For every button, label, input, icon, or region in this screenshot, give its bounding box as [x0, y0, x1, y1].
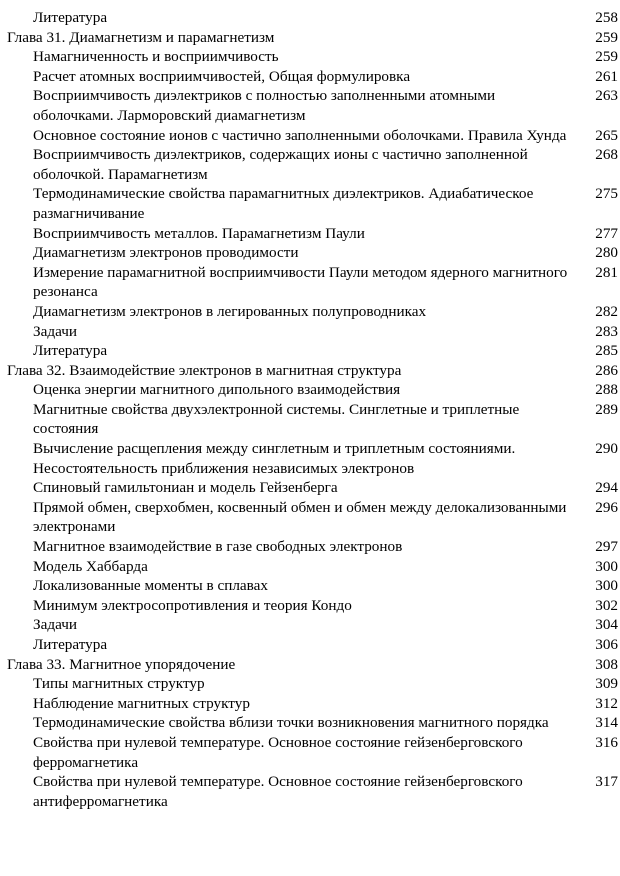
toc-entry-page-number: 300 — [595, 577, 618, 595]
toc-entry-title: Литература — [33, 342, 108, 360]
toc-entry-page-number: 290 — [595, 440, 618, 458]
toc-entry-page-number: 259 — [595, 48, 618, 66]
toc-entry-page-number: 263 — [595, 87, 618, 105]
toc-section-entry — [0, 184, 620, 223]
toc-entry-title: Модель Хаббарда — [33, 557, 148, 575]
toc-entry-title: Локализованные моменты в сплавах — [33, 577, 268, 595]
toc-entry-title: Восприимчивость металлов. Парамагнетизм Паули — [33, 224, 365, 242]
table-of-contents — [0, 8, 620, 811]
toc-chapter-entry — [0, 361, 620, 381]
toc-entry-page-number: 285 — [595, 342, 618, 360]
toc-entry-page-number: 261 — [595, 67, 618, 85]
toc-entry-title: Прямой обмен, сверхобмен, косвенный обмен и обмен между делокализованными электронами — [33, 498, 567, 536]
toc-entry-page-number: 265 — [595, 126, 618, 144]
toc-entry-title: Типы магнитных структур — [33, 675, 205, 693]
toc-entry-title: Свойства при нулевой температуре. Основное состояние гейзенберговского ферромагнетика — [33, 733, 523, 771]
toc-entry-page-number: 268 — [595, 146, 618, 164]
toc-entry-page-number: 277 — [595, 224, 618, 242]
toc-section-entry — [0, 635, 620, 655]
toc-entry-page-number: 306 — [595, 636, 618, 653]
toc-entry-title: Восприимчивость диэлектриков с полностью заполненными атомными оболочками. Ларморовский диамагнетизм — [33, 87, 496, 124]
toc-section-entry — [0, 576, 620, 596]
toc-section-entry — [0, 86, 620, 125]
toc-entry-title: Магнитные свойства двухэлектронной системы. Синглетные и триплетные состояния — [33, 400, 520, 438]
toc-entry-title: Свойства при нулевой температуре. Основное состояние гейзенберговского антиферромагнетика — [33, 773, 523, 810]
toc-entry-title: Восприимчивость диэлектриков, содержащих ионы с частично заполненной оболочкой. Парамагнетизм — [33, 146, 528, 183]
toc-entry-page-number: 304 — [595, 616, 618, 634]
toc-entry-page-number: 259 — [595, 28, 618, 46]
toc-section-entry — [0, 713, 620, 733]
toc-entry-title: Диамагнетизм электронов в легированных полупроводниках — [33, 302, 427, 320]
toc-chapter-entry — [0, 28, 620, 48]
toc-entry-page-number: 258 — [595, 9, 618, 26]
toc-entry-title: Термодинамические свойства парамагнитных диэлектриков. Адиабатическое размагничивание — [33, 185, 534, 222]
toc-entry-title: Спиновый гамильтониан и модель Гейзенберга — [33, 479, 338, 497]
toc-entry-title: Термодинамические свойства вблизи точки возникновения магнитного порядка — [33, 714, 549, 732]
toc-entry-page-number: 282 — [595, 302, 618, 320]
toc-section-entry — [0, 615, 620, 635]
toc-section-entry — [0, 341, 620, 361]
toc-entry-page-number: 302 — [595, 596, 618, 614]
toc-section-entry — [0, 8, 620, 28]
toc-entry-title: Задачи — [33, 616, 77, 634]
toc-section-entry — [0, 126, 620, 146]
toc-section-entry — [0, 380, 620, 400]
toc-entry-page-number: 286 — [595, 361, 618, 379]
toc-section-entry — [0, 322, 620, 342]
toc-section-entry — [0, 772, 620, 811]
toc-entry-title: Наблюдение магнитных структур — [33, 694, 250, 712]
toc-entry-title: Основное состояние ионов с частично заполненными оболочками. Правила Хунда — [33, 126, 567, 144]
toc-entry-page-number: 275 — [595, 185, 618, 203]
toc-entry-title: Измерение парамагнитной восприимчивости Паули методом ядерного магнитного резонанса — [33, 263, 568, 301]
toc-entry-page-number: 283 — [595, 322, 618, 340]
toc-section-entry — [0, 439, 620, 478]
toc-entry-page-number: 297 — [595, 538, 618, 556]
toc-entry-page-number: 317 — [595, 773, 618, 791]
toc-entry-page-number: 280 — [595, 244, 618, 262]
toc-section-entry — [0, 400, 620, 439]
toc-entry-page-number: 314 — [595, 714, 618, 732]
toc-chapter-entry — [0, 655, 620, 675]
toc-entry-title: Глава 31. Диамагнетизм и парамагнетизм — [7, 28, 275, 46]
toc-section-entry — [0, 498, 620, 537]
toc-entry-title: Глава 32. Взаимодействие электронов в магнитная структура — [7, 361, 402, 379]
toc-entry-title: Задачи — [33, 322, 77, 340]
toc-entry-page-number: 296 — [595, 498, 618, 516]
toc-entry-title: Оценка энергии магнитного дипольного взаимодействия — [33, 381, 401, 399]
toc-section-entry — [0, 674, 620, 694]
toc-entry-title: Вычисление расщепления между синглетным и триплетным состояниями. Несостоятельность приближения независимых электронов — [33, 440, 516, 477]
toc-entry-page-number: 312 — [595, 694, 618, 712]
toc-entry-title: Литература — [33, 636, 108, 653]
toc-entry-title: Магнитное взаимодействие в газе свободных электронов — [33, 538, 403, 556]
toc-entry-page-number: 289 — [595, 400, 618, 418]
toc-entry-page-number: 300 — [595, 557, 618, 575]
toc-entry-title: Литература — [33, 9, 108, 26]
toc-section-entry — [0, 145, 620, 184]
toc-entry-page-number: 294 — [595, 479, 618, 497]
toc-section-entry — [0, 67, 620, 87]
toc-entry-page-number: 308 — [595, 655, 618, 673]
toc-section-entry — [0, 537, 620, 557]
toc-section-entry — [0, 224, 620, 244]
toc-section-entry — [0, 302, 620, 322]
toc-entry-page-number: 281 — [595, 263, 618, 281]
toc-section-entry — [0, 243, 620, 263]
toc-section-entry — [0, 557, 620, 577]
toc-entry-page-number: 288 — [595, 381, 618, 399]
toc-section-entry — [0, 733, 620, 772]
toc-entry-title: Расчет атомных восприимчивостей, Общая формулировка — [33, 67, 411, 85]
toc-section-entry — [0, 694, 620, 714]
toc-section-entry — [0, 478, 620, 498]
toc-entry-title: Глава 33. Магнитное упорядочение — [7, 655, 236, 673]
toc-entry-title: Минимум электросопротивления и теория Кондо — [33, 596, 352, 614]
toc-section-entry — [0, 596, 620, 616]
toc-entry-page-number: 316 — [595, 733, 618, 751]
toc-section-entry — [0, 263, 620, 302]
toc-entry-title: Намагниченность и восприимчивость — [33, 48, 279, 66]
toc-entry-title: Диамагнетизм электронов проводимости — [33, 244, 299, 262]
toc-section-entry — [0, 47, 620, 67]
toc-entry-page-number: 309 — [595, 675, 618, 693]
